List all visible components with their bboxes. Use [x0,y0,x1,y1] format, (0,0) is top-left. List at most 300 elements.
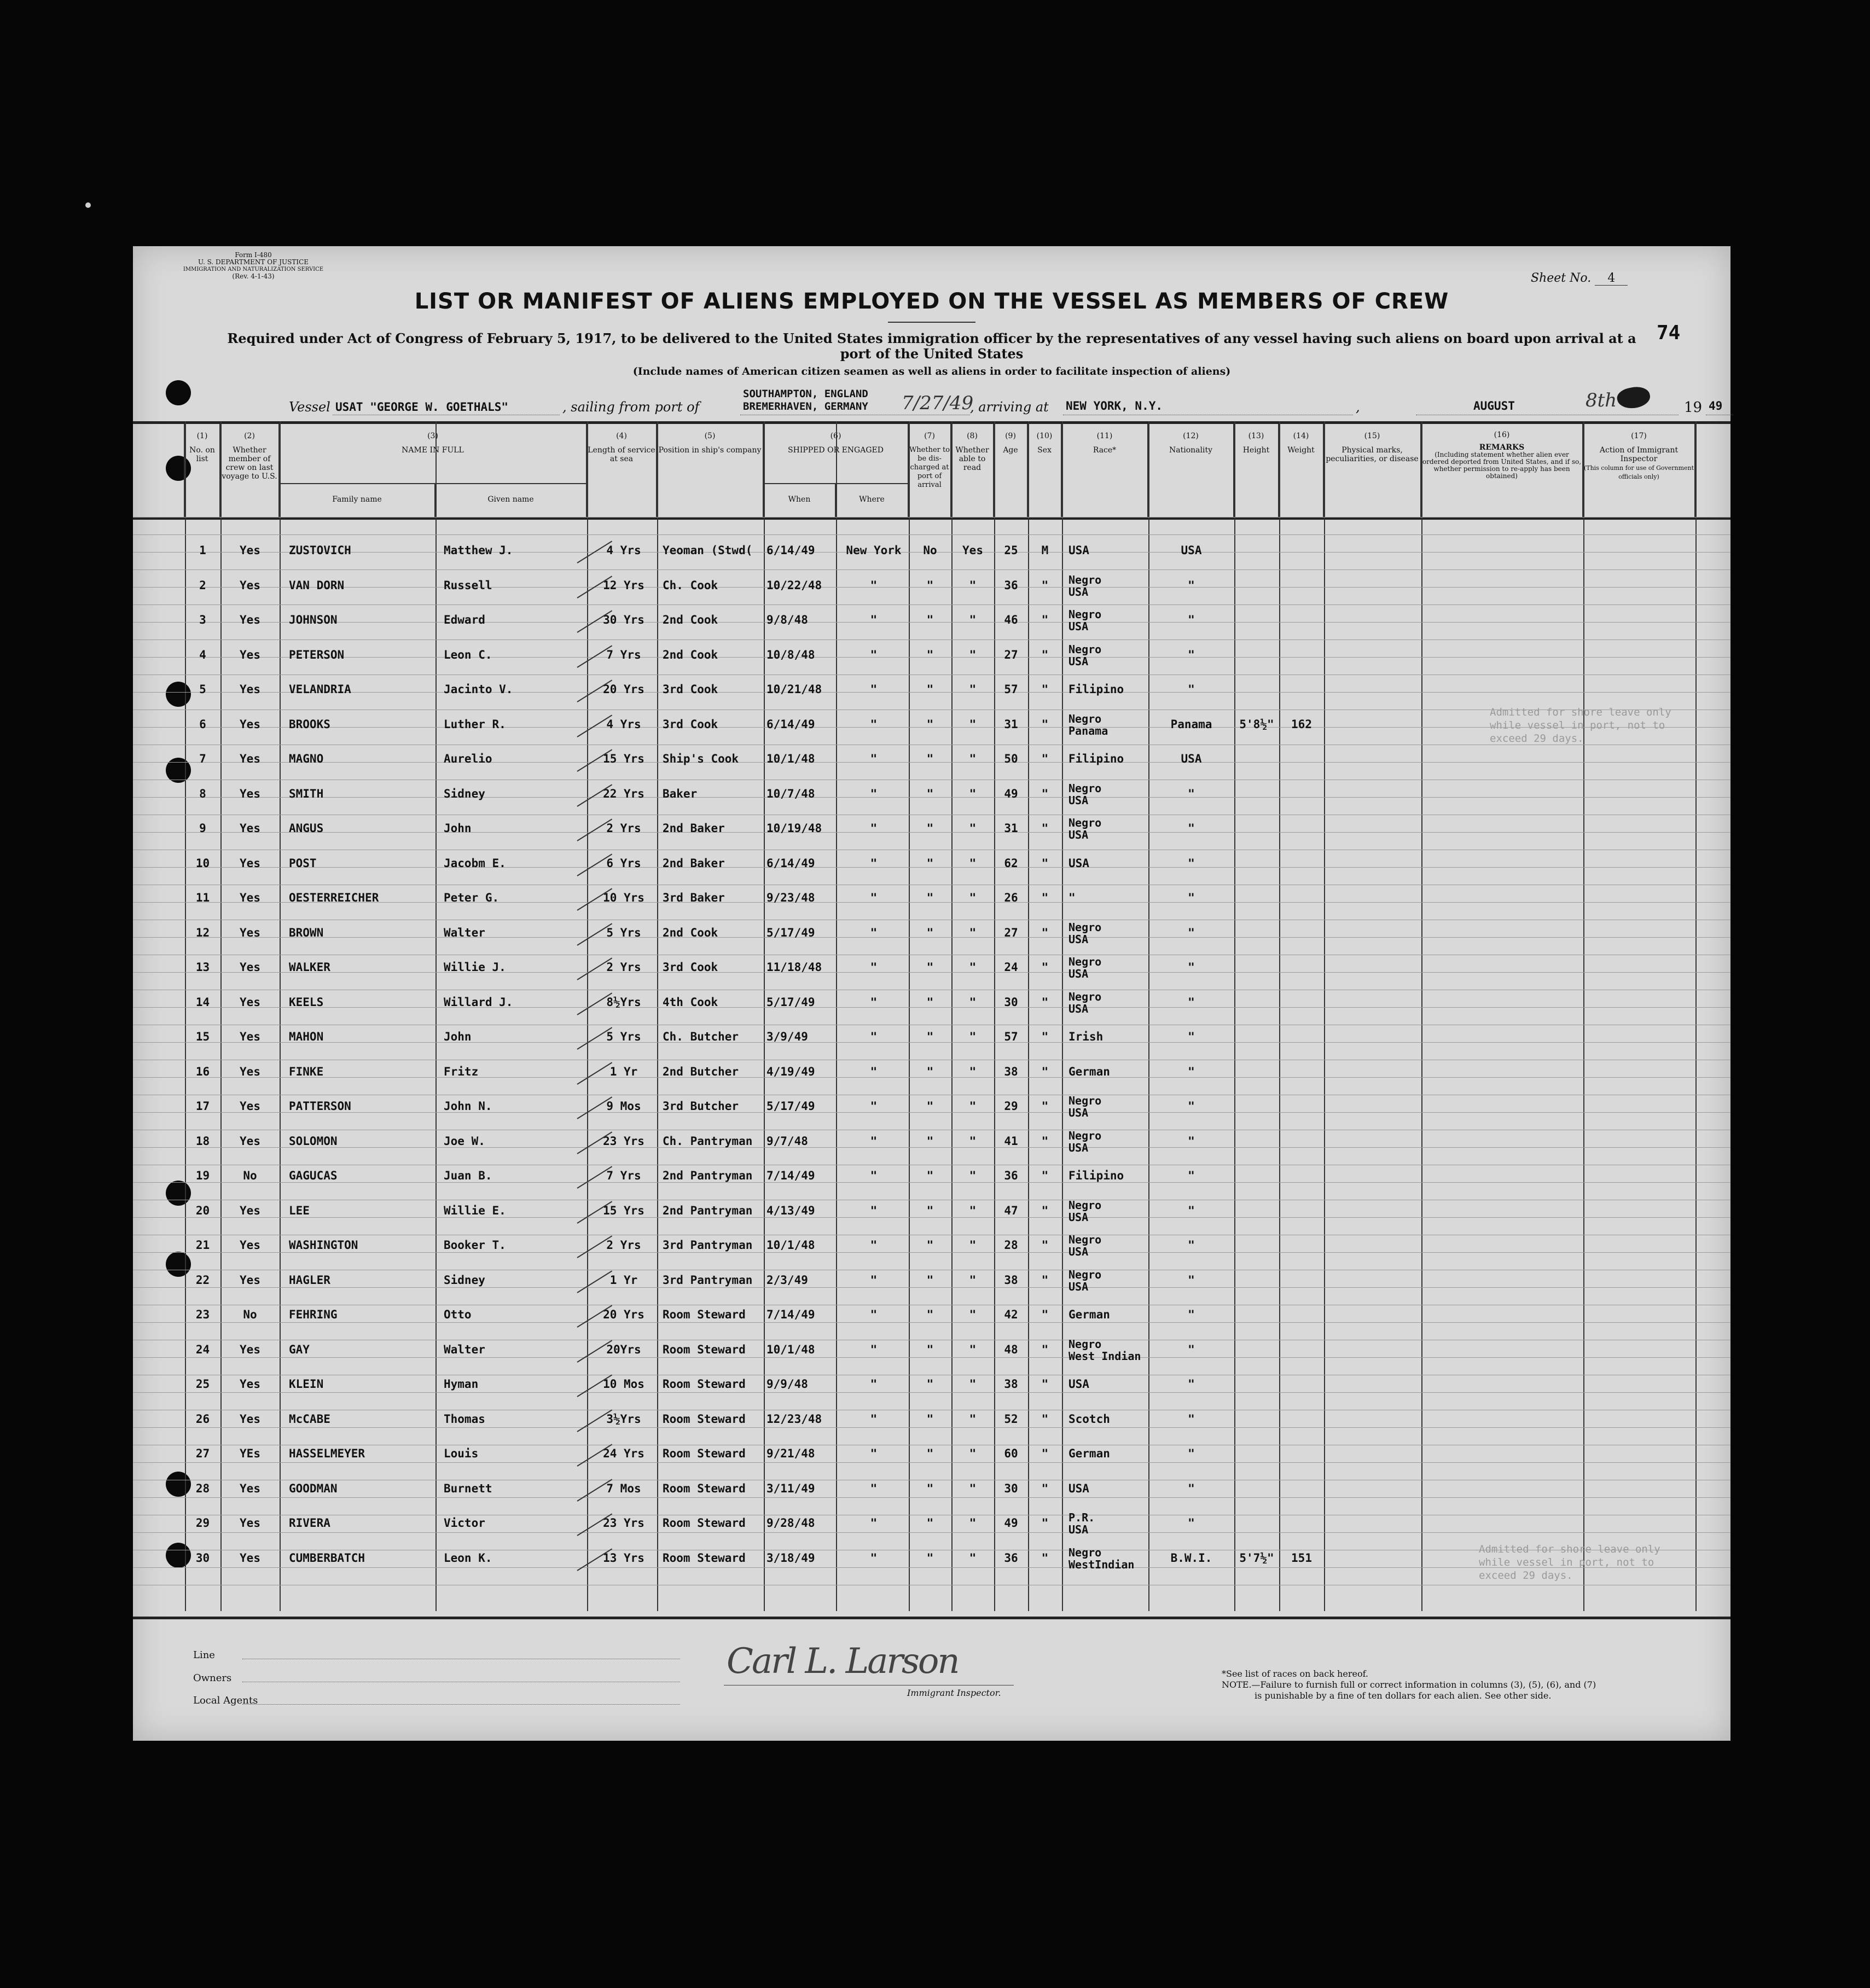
cell-race: " [1068,891,1076,904]
form-identifier [171,252,335,280]
cell-position: Room Steward [663,1412,746,1426]
cell-service: 23 Yrs [603,1516,644,1530]
cell-sex: " [1041,613,1049,626]
cell-no: 28 [195,1481,210,1495]
cell-given: Aurelio [444,752,492,765]
cell-race-line1: Negro [1068,955,1102,968]
given-name-header: Given name [435,483,586,517]
cell-nat: " [1188,1342,1195,1356]
cell-where: " [870,717,878,731]
cell-sex: " [1041,752,1049,765]
cell-nat: " [1188,787,1195,800]
cell-read: " [969,926,977,939]
cell-read: " [969,1169,977,1182]
cell-position: 2nd Butcher [663,1065,739,1078]
cell-service: 12 Yrs [603,578,644,592]
cell-age: 30 [1004,995,1018,1009]
cell-race-line1: Negro [1068,781,1102,795]
cell-service: 5 Yrs [606,1030,641,1043]
cell-where: " [870,683,878,696]
table-row [133,1127,1730,1160]
cell-disch: " [926,1204,934,1217]
table-row [133,1266,1730,1299]
cell-race-line2: USA [1068,793,1089,807]
cell-no: 8 [199,787,206,800]
cell-nat: " [1188,1308,1195,1321]
line-label: Line [193,1649,215,1661]
table-row [133,571,1730,604]
cell-family: CUMBERBATCH [289,1551,365,1565]
revision: (Rev. 4-1-43) [232,272,275,280]
cell-prev: Yes [240,1030,260,1043]
cell-no: 25 [195,1377,210,1391]
cell-read: " [969,1342,977,1356]
cell-where: " [870,1516,878,1530]
col-1-header [133,424,185,517]
cell-sex: " [1041,1551,1049,1565]
cell-given: Leon C. [444,648,492,661]
cell-where: " [870,1412,878,1426]
col-11-header: (11) Race* [1062,424,1148,517]
cell-disch: " [926,856,934,870]
cell-disch: " [926,1169,934,1182]
cell-prev: Yes [240,1516,260,1530]
cell-read: " [969,717,977,731]
cell-age: 62 [1004,856,1018,870]
cell-position: 3rd Pantryman [663,1239,753,1252]
year-prefix: 19 [1684,399,1703,416]
vessel-label: Vessel [289,399,330,415]
col-2-header: (2) Whether member of crew on last voyage to U.S. [220,424,280,517]
cell-race: Irish [1068,1030,1104,1043]
cell-read: " [969,752,977,765]
cell-race: Filipino [1068,683,1124,696]
table-row [133,1092,1730,1125]
cell-weight: 162 [1291,717,1312,731]
cell-sex: " [1041,1342,1049,1356]
cell-service: 10 Mos [603,1377,644,1391]
table-row [133,953,1730,986]
when-header: When [764,483,836,517]
cell-position: 3rd Butcher [663,1100,739,1113]
cell-position: 2nd Cook [663,648,718,661]
cell-no: 1 [199,544,206,557]
cell-race: USA [1068,1481,1089,1495]
cell-family: BROOKS [289,717,330,731]
cell-family: POST [289,856,317,870]
cell-position: 4th Cook [663,995,718,1009]
cell-no: 12 [195,926,210,939]
cell-given: Joe W. [444,1134,485,1148]
col-17-header: (17) Action of Immigrant Inspector (This column for use of Government officials only) [1583,424,1695,517]
cell-disch: " [926,648,934,661]
cell-where: " [870,1065,878,1078]
cell-sex: " [1041,578,1049,592]
cell-family: LEE [289,1204,310,1217]
cell-given: Edward [444,613,485,626]
cell-where: " [870,1100,878,1113]
cell-sex: " [1041,1273,1049,1287]
cell-read: " [969,578,977,592]
cell-prev: Yes [240,1342,260,1356]
cell-service: 20 Yrs [603,1308,644,1321]
cell-race-line2: West Indian [1068,1349,1141,1363]
sheet-label: Sheet No. [1531,271,1592,285]
cell-prev: No [243,1169,257,1182]
table-row [133,1196,1730,1229]
cell-family: SMITH [289,787,324,800]
cell-given: Walter [444,926,485,939]
arrival-month: AUGUST [1473,399,1515,412]
cell-race-line2: USA [1068,932,1089,946]
film-speck [85,202,91,208]
cell-age: 41 [1004,1134,1018,1148]
cell-where: " [870,1551,878,1565]
cell-where: " [870,613,878,626]
form-number: Form I-480 [235,251,272,259]
cell-nat: " [1188,856,1195,870]
cell-prev: Yes [240,1551,260,1565]
cell-when: 10/1/48 [766,752,815,765]
cell-age: 50 [1004,752,1018,765]
footer-notes: *See list of races on back hereof. NOTE.—Failure to furnish full or correct information in columns (3), (5), (6), and (7) is punishable by a fine of ten dollars for each alien. See other side. [1222,1669,1596,1701]
cell-position: 2nd Baker [663,856,725,870]
cell-when: 3/9/49 [766,1030,808,1043]
cell-prev: Yes [240,1204,260,1217]
cell-read: " [969,1273,977,1287]
cell-family: JOHNSON [289,613,338,626]
cell-age: 26 [1004,891,1018,904]
cell-sex: " [1041,856,1049,870]
col-6-header: (6) SHIPPED OR ENGAGED When Where [764,424,909,517]
cell-when: 5/17/49 [766,995,815,1009]
col-9-header: (9) Age [994,424,1028,517]
cell-race-line2: USA [1068,967,1089,980]
cell-when: 4/19/49 [766,1065,815,1078]
cell-position: 2nd Baker [663,822,725,835]
cell-nat: " [1188,683,1195,696]
col-7-header: (7) Whether to be dis-charged at port of arrival [909,424,951,517]
ruled-line [133,569,1730,570]
cell-nat: " [1188,1412,1195,1426]
cell-service: 2 Yrs [606,822,641,835]
cell-disch: " [926,1134,934,1148]
cell-race-line2: USA [1068,1245,1089,1258]
cell-no: 29 [195,1516,210,1530]
cell-service: 20Yrs [606,1342,641,1356]
cell-when: 3/18/49 [766,1551,815,1565]
cell-disch: " [926,961,934,974]
cell-height: 5'8½" [1239,717,1274,731]
cell-age: 49 [1004,787,1018,800]
cell-disch: " [926,1551,934,1565]
cell-prev: Yes [240,1273,260,1287]
cell-where: " [870,995,878,1009]
cell-age: 25 [1004,544,1018,557]
table-row [133,745,1730,777]
table-row [133,1509,1730,1542]
table-row [133,919,1730,951]
cell-given: Jacinto V. [444,683,513,696]
cell-disch: " [926,1100,934,1113]
cell-family: FINKE [289,1065,324,1078]
cell-position: Room Steward [663,1342,746,1356]
cell-age: 28 [1004,1239,1018,1252]
cell-nat: " [1188,1030,1195,1043]
col-14-header: (14) Weight [1279,424,1324,517]
cell-race-line1: Negro [1068,573,1102,586]
cell-position: Baker [663,787,698,800]
cell-race: German [1068,1308,1110,1321]
cell-nat: " [1188,1065,1195,1078]
cell-service: 2 Yrs [606,961,641,974]
cell-disch: " [926,822,934,835]
cell-where: " [870,578,878,592]
cell-when: 5/17/49 [766,926,815,939]
cell-family: KEELS [289,995,324,1009]
cell-prev: Yes [240,891,260,904]
cell-no: 6 [199,717,206,731]
cell-prev: Yes [240,578,260,592]
cell-service: 5 Yrs [606,926,641,939]
cell-given: Willard J. [444,995,513,1009]
cell-no: 19 [195,1169,210,1182]
cell-family: WALKER [289,961,330,974]
cell-service: 4 Yrs [606,717,641,731]
cell-read: " [969,1447,977,1460]
cell-age: 57 [1004,683,1018,696]
cell-read: " [969,1239,977,1252]
cell-sex: " [1041,1516,1049,1530]
cell-read: " [969,683,977,696]
cell-given: Louis [444,1447,479,1460]
cell-read: " [969,1100,977,1113]
col-15-header: (15) Physical marks, peculiarities, or disease [1324,424,1421,517]
cell-when: 6/14/49 [766,717,815,731]
cell-no: 22 [195,1273,210,1287]
cell-given: Booker T. [444,1239,506,1252]
cell-disch: " [926,1273,934,1287]
cell-when: 9/21/48 [766,1447,815,1460]
cell-given: Otto [444,1308,472,1321]
table-row [133,1022,1730,1055]
cell-given: Willie E. [444,1204,506,1217]
cell-no: 11 [195,891,210,904]
cell-nat: " [1188,926,1195,939]
cell-height: 5'7½" [1239,1551,1274,1565]
sailing-date: 7/27/49 [902,392,974,414]
inspector-signature: Carl L. Larson [727,1641,959,1682]
port-line-1: SOUTHAMPTON, ENGLAND [743,388,868,400]
cell-race: Filipino [1068,752,1124,765]
cell-where: " [870,787,878,800]
cell-disch: " [926,1447,934,1460]
cell-where: " [870,1377,878,1391]
cell-weight: 151 [1291,1551,1312,1565]
cell-where: " [870,1342,878,1356]
cell-service: 13 Yrs [603,1551,644,1565]
cell-prev: YEs [240,1447,260,1460]
cell-prev: Yes [240,613,260,626]
cell-given: Fritz [444,1065,479,1078]
cell-where: " [870,1204,878,1217]
cell-where: " [870,752,878,765]
cell-age: 24 [1004,961,1018,974]
cell-age: 57 [1004,1030,1018,1043]
cell-sex: " [1041,961,1049,974]
cell-sex: " [1041,1308,1049,1321]
cell-race: USA [1068,544,1089,557]
cell-age: 42 [1004,1308,1018,1321]
cell-position: 2nd Cook [663,926,718,939]
cell-when: 10/21/48 [766,683,822,696]
cell-prev: Yes [240,683,260,696]
cell-given: Matthew J. [444,544,513,557]
cell-read: " [969,1065,977,1078]
cell-nat: " [1188,1204,1195,1217]
cell-no: 14 [195,995,210,1009]
cell-disch: " [926,787,934,800]
cell-sex: " [1041,1239,1049,1252]
cell-family: PETERSON [289,648,345,661]
cell-position: Ch. Pantryman [663,1134,753,1148]
cell-no: 27 [195,1447,210,1460]
cell-sex: " [1041,891,1049,904]
cell-race-line1: Negro [1068,1094,1102,1107]
cell-disch: " [926,683,934,696]
cell-disch: " [926,1412,934,1426]
cell-position: 3rd Cook [663,961,718,974]
cell-prev: Yes [240,1377,260,1391]
cell-race-line2: USA [1068,828,1089,841]
cell-no: 17 [195,1100,210,1113]
cell-read: " [969,1134,977,1148]
cell-no: 9 [199,822,206,835]
cell-disch: " [926,1481,934,1495]
cell-read: " [969,1481,977,1495]
table-row [133,988,1730,1021]
cell-when: 9/8/48 [766,613,808,626]
cell-family: McCABE [289,1412,330,1426]
where-header: Where [836,483,908,517]
cell-where: " [870,1447,878,1460]
cell-position: 3rd Baker [663,891,725,904]
cell-no: 18 [195,1134,210,1148]
cell-no: 20 [195,1204,210,1217]
cell-when: 9/7/48 [766,1134,808,1148]
cell-when: 7/14/49 [766,1308,815,1321]
remark-row-6: Admitted for shore leave only while vessel in port, not to exceed 29 days. [1490,706,1671,745]
cell-given: Russell [444,578,492,592]
cell-prev: Yes [240,1134,260,1148]
cell-when: 9/23/48 [766,891,815,904]
cell-given: Victor [444,1516,485,1530]
cell-prev: Yes [240,1239,260,1252]
arrival-day: 8th [1586,390,1617,411]
cell-age: 36 [1004,1551,1018,1565]
manifest-sheet [133,246,1730,1741]
cell-nat: Panama [1170,717,1212,731]
cell-read: " [969,1551,977,1565]
sheet-number [1531,271,1628,286]
cell-age: 29 [1004,1100,1018,1113]
cell-no: 4 [199,648,206,661]
cell-sex: " [1041,1169,1049,1182]
cell-service: 15 Yrs [603,1204,644,1217]
col-3-header: (3) NAME IN FULL Family name Given name [280,424,587,517]
cell-race-line1: Negro [1068,920,1102,934]
cell-sex: M [1041,544,1049,557]
table-row [133,1300,1730,1333]
cell-disch: No [923,544,937,557]
cell-age: 48 [1004,1342,1018,1356]
cell-position: Room Steward [663,1551,746,1565]
cell-read: " [969,1204,977,1217]
cell-service: 6 Yrs [606,856,641,870]
cell-age: 27 [1004,648,1018,661]
sheet-value: 4 [1595,271,1628,286]
cell-age: 38 [1004,1065,1018,1078]
cell-nat: " [1188,1134,1195,1148]
cell-disch: " [926,752,934,765]
cell-service: 20 Yrs [603,683,644,696]
cell-read: " [969,1412,977,1426]
cell-service: 24 Yrs [603,1447,644,1460]
cell-service: 30 Yrs [603,613,644,626]
cell-sex: " [1041,1447,1049,1460]
cell-sex: " [1041,1412,1049,1426]
page-number: 74 [1657,322,1681,344]
col-12-header: (12) Nationality [1148,424,1234,517]
cell-disch: " [926,1065,934,1078]
cell-no: 26 [195,1412,210,1426]
cell-read: " [969,1377,977,1391]
col-13-header: (13) Height [1234,424,1279,517]
cell-prev: Yes [240,961,260,974]
cell-where: " [870,926,878,939]
cell-where: " [870,1030,878,1043]
table-row [133,1405,1730,1438]
cell-race-line2: USA [1068,1106,1089,1119]
cell-race-line2: USA [1068,585,1089,598]
cell-sex: " [1041,1134,1049,1148]
year-suffix: 49 [1709,399,1723,412]
cell-age: 60 [1004,1447,1018,1460]
cell-service: 3½Yrs [606,1412,641,1426]
cell-age: 47 [1004,1204,1018,1217]
ruled-line [133,534,1730,535]
cell-disch: " [926,995,934,1009]
cell-read: " [969,961,977,974]
cell-nat: B.W.I. [1170,1551,1212,1565]
cell-family: GAGUCAS [289,1169,338,1182]
cell-prev: Yes [240,926,260,939]
cell-race-line2: USA [1068,1280,1089,1293]
cell-service: 10 Yrs [603,891,644,904]
cell-position: Room Steward [663,1481,746,1495]
cell-prev: Yes [240,822,260,835]
cell-family: HASSELMEYER [289,1447,365,1460]
arriving-port: NEW YORK, N.Y. [1066,399,1163,412]
cell-when: 3/11/49 [766,1481,815,1495]
cell-sex: " [1041,822,1049,835]
cell-nat: " [1188,1377,1195,1391]
table-row [133,780,1730,812]
cell-disch: " [926,1030,934,1043]
cell-sex: " [1041,1481,1049,1495]
cell-read: " [969,822,977,835]
table-row [133,814,1730,847]
